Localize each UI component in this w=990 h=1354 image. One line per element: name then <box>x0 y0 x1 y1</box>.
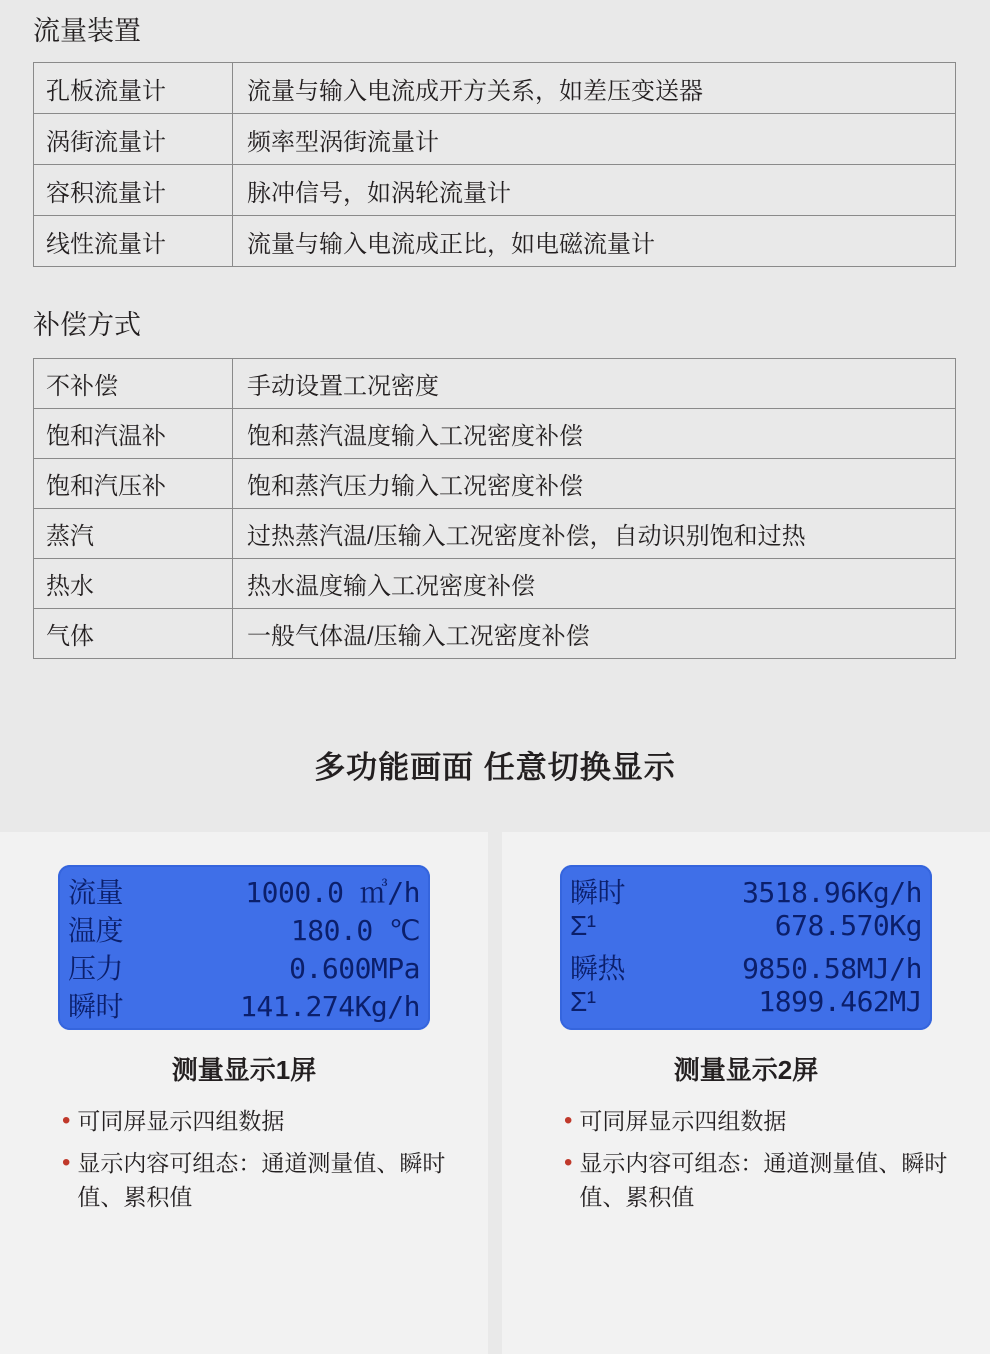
table-cell-value: 频率型涡街流量计 <box>233 114 956 165</box>
lcd-row <box>68 985 420 1023</box>
flow-devices-table <box>33 62 956 267</box>
lcd-screen-2 <box>560 865 932 1030</box>
table-cell-key: 线性流量计 <box>34 216 233 267</box>
panel-bullets-2 <box>502 1104 990 1222</box>
table-cell-key: 热水 <box>34 559 233 609</box>
lcd-label: 瞬时 <box>68 991 124 1022</box>
bullet-dot-icon: • <box>62 1107 71 1134</box>
table-row <box>34 459 956 509</box>
lcd-row <box>68 871 420 909</box>
lcd-label: 温度 <box>68 915 124 946</box>
compensation-table <box>33 358 956 659</box>
lcd-value: 180.0 ℃ <box>290 914 420 947</box>
list-item <box>62 1104 468 1138</box>
bullet-text: 可同屏显示四组数据 <box>579 1108 787 1134</box>
lcd-label: 瞬热 <box>570 953 626 984</box>
bullet-text: 显示内容可组态：通道测量值、瞬时值、累积值 <box>579 1150 948 1210</box>
lcd-row <box>570 909 922 947</box>
bullet-dot-icon: • <box>564 1149 573 1176</box>
table-cell-value: 手动设置工况密度 <box>233 359 956 409</box>
lcd-value: 678.570Kg <box>774 909 922 942</box>
lcd-value: 1000.0 ㎥/h <box>245 876 420 909</box>
table-cell-key: 孔板流量计 <box>34 63 233 114</box>
lcd-label: Σ¹ <box>570 910 596 941</box>
table-row <box>34 63 956 114</box>
table-row <box>34 559 956 609</box>
table-cell-value: 脉冲信号，如涡轮流量计 <box>233 165 956 216</box>
lcd-row <box>570 985 922 1023</box>
table-cell-key: 饱和汽温补 <box>34 409 233 459</box>
lcd-label: 流量 <box>68 877 124 908</box>
table-row <box>34 216 956 267</box>
panel-caption-1: 测量显示1屏 <box>171 1055 317 1085</box>
bullet-dot-icon: • <box>62 1149 71 1176</box>
lcd-screen-1 <box>58 865 430 1030</box>
lcd-value: 9850.58MJ/h <box>742 952 922 985</box>
lcd-value: 1899.462MJ <box>758 985 922 1018</box>
table-cell-value: 一般气体温/压输入工况密度补偿 <box>233 609 956 659</box>
list-item <box>564 1146 970 1214</box>
lcd-value: 141.274Kg/h <box>240 990 420 1023</box>
flow-devices-heading: 流量装置 <box>33 16 141 46</box>
table-row <box>34 409 956 459</box>
table-row <box>34 165 956 216</box>
display-panels <box>0 832 990 1354</box>
table-cell-value: 饱和蒸汽温度输入工况密度补偿 <box>233 409 956 459</box>
lcd-row <box>68 909 420 947</box>
table-cell-value: 流量与输入电流成开方关系，如差压变送器 <box>233 63 956 114</box>
bullet-text: 显示内容可组态：通道测量值、瞬时值、累积值 <box>77 1150 446 1210</box>
table-cell-value: 热水温度输入工况密度补偿 <box>233 559 956 609</box>
table-row <box>34 509 956 559</box>
lcd-label: Σ¹ <box>570 986 596 1017</box>
lcd-label: 压力 <box>68 953 124 984</box>
table-row <box>34 359 956 409</box>
panel-bullets-1 <box>0 1104 488 1222</box>
lcd-row <box>68 947 420 985</box>
list-item <box>62 1146 468 1214</box>
bullet-text: 可同屏显示四组数据 <box>77 1108 285 1134</box>
table-cell-key: 容积流量计 <box>34 165 233 216</box>
table-cell-key: 蒸汽 <box>34 509 233 559</box>
lcd-value: 0.600MPa <box>289 952 420 985</box>
table-cell-key: 不补偿 <box>34 359 233 409</box>
table-cell-value: 过热蒸汽温/压输入工况密度补偿，自动识别饱和过热 <box>233 509 956 559</box>
table-cell-value: 流量与输入电流成正比，如电磁流量计 <box>233 216 956 267</box>
feature-banner: 多功能画面 任意切换显示 <box>314 750 676 785</box>
lcd-label: 瞬时 <box>570 877 626 908</box>
table-cell-key: 涡街流量计 <box>34 114 233 165</box>
panel-caption-2: 测量显示2屏 <box>673 1055 819 1085</box>
table-cell-value: 饱和蒸汽压力输入工况密度补偿 <box>233 459 956 509</box>
display-panel-1 <box>0 832 488 1354</box>
bullet-dot-icon: • <box>564 1107 573 1134</box>
lcd-row <box>570 947 922 985</box>
list-item <box>564 1104 970 1138</box>
display-panel-2 <box>502 832 990 1354</box>
table-row <box>34 609 956 659</box>
lcd-value: 3518.96Kg/h <box>742 876 922 909</box>
table-cell-key: 饱和汽压补 <box>34 459 233 509</box>
table-cell-key: 气体 <box>34 609 233 659</box>
lcd-row <box>570 871 922 909</box>
compensation-heading: 补偿方式 <box>33 310 141 340</box>
table-row <box>34 114 956 165</box>
